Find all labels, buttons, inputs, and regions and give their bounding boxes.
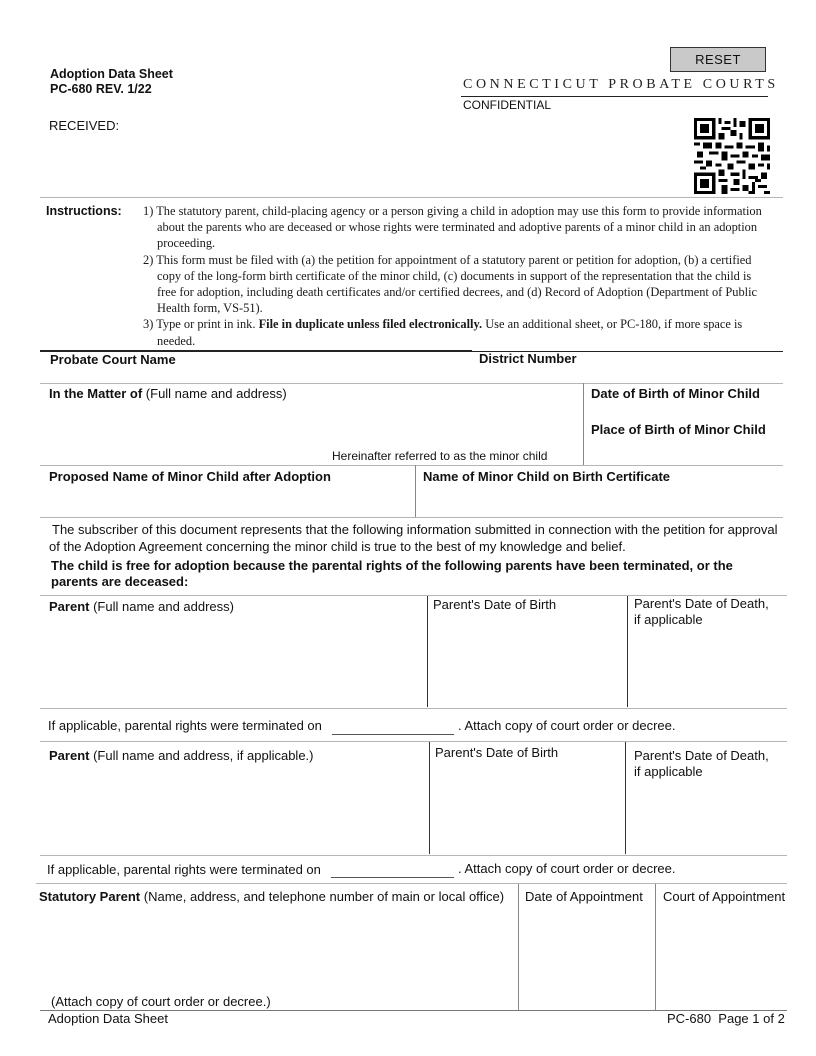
statutory-label-group bbox=[39, 889, 504, 904]
column-divider bbox=[583, 383, 584, 465]
instruction-item-3 bbox=[143, 316, 763, 348]
statutory-parent-label: Statutory Parent bbox=[39, 889, 141, 904]
instruction-item-2 bbox=[143, 252, 763, 317]
parent2-hint: (Full name and address, if applicable.) bbox=[93, 748, 314, 763]
row-divider bbox=[40, 708, 787, 709]
received-label: RECEIVED: bbox=[49, 118, 120, 133]
parent1-terminated-text: If applicable, parental rights were terminated on bbox=[48, 718, 322, 733]
parent1-hint: (Full name and address) bbox=[93, 599, 234, 614]
statutory-parent-field[interactable] bbox=[42, 908, 512, 990]
instruction-text: This form must be filed with (a) the petition for appointment of a statutory parent or petition for adoption, (b) a certified copy of the long-form birth certificate of the minor child, (c) documents in support of the representation that the child is free for adoption, including death certificates and/or certified decrees, and (d) Record of Adoption (Department of Public Health form, VS-51). bbox=[156, 252, 758, 316]
parent2-dod-sublabel: if applicable bbox=[634, 764, 703, 779]
in-the-matter-hint: (Full name and address) bbox=[145, 386, 287, 401]
parent1-label-group bbox=[49, 599, 234, 614]
in-the-matter-label-group bbox=[49, 386, 287, 401]
column-divider bbox=[625, 742, 626, 854]
row-divider bbox=[40, 517, 783, 518]
column-divider bbox=[427, 596, 428, 707]
statutory-attach-note: (Attach copy of court order or decree.) bbox=[51, 994, 271, 1009]
district-number-label: District Number bbox=[479, 351, 577, 366]
instruction-bold-text: File in duplicate unless filed electronically. bbox=[258, 317, 483, 332]
statutory-parent-hint: (Name, address, and telephone number of main or local office) bbox=[143, 889, 505, 904]
certificate-name-label: Name of Minor Child on Birth Certificate bbox=[423, 469, 671, 484]
row-divider bbox=[40, 465, 783, 466]
parent1-name-field[interactable] bbox=[45, 617, 420, 702]
court-of-appointment-label: Court of Appointment bbox=[663, 889, 786, 904]
row-divider bbox=[36, 883, 787, 884]
representation-statement: The subscriber of this document represents that the following information submitted in connection with the petition for approval of the Adoption Agreement concerning the minor child is true to the best of my knowledge and belief. bbox=[49, 522, 778, 554]
footer-form-title: Adoption Data Sheet bbox=[48, 1011, 168, 1026]
in-the-matter-label: In the Matter of bbox=[49, 386, 143, 401]
confidential-label: CONFIDENTIAL bbox=[463, 98, 552, 112]
in-the-matter-field[interactable] bbox=[45, 404, 575, 446]
qr-code-icon bbox=[694, 118, 770, 194]
column-divider bbox=[655, 884, 656, 1010]
instruction-num: 1) bbox=[143, 204, 154, 218]
instruction-num: 3) bbox=[143, 317, 154, 332]
certificate-name-field[interactable] bbox=[421, 486, 776, 512]
parent2-terminated-text: If applicable, parental rights were terminated on bbox=[47, 862, 321, 877]
reset-button[interactable]: RESET bbox=[670, 47, 766, 72]
proposed-name-field[interactable] bbox=[45, 486, 410, 512]
column-divider bbox=[518, 884, 519, 1010]
parent1-terminated-field[interactable] bbox=[332, 718, 454, 735]
parent2-terminated-field[interactable] bbox=[331, 861, 454, 878]
fill-line bbox=[332, 734, 454, 735]
pob-minor-label: Place of Birth of Minor Child bbox=[591, 422, 766, 437]
probate-court-name-field[interactable] bbox=[40, 368, 470, 384]
date-of-appointment-field[interactable] bbox=[524, 908, 651, 1006]
parent2-dod-field[interactable] bbox=[634, 782, 782, 850]
parent2-name-field[interactable] bbox=[45, 766, 423, 850]
court-of-appointment-field[interactable] bbox=[661, 908, 785, 1006]
header-divider bbox=[461, 96, 768, 97]
parent1-dob-field[interactable] bbox=[433, 615, 621, 703]
district-number-field[interactable] bbox=[476, 368, 776, 384]
parent2-attach-text: . Attach copy of court order or decree. bbox=[458, 861, 676, 876]
parent1-dod-field[interactable] bbox=[634, 630, 782, 702]
form-number: PC-680 REV. 1/22 bbox=[50, 82, 152, 96]
fill-line bbox=[331, 877, 454, 878]
parent1-dod-sublabel: if applicable bbox=[634, 612, 703, 627]
column-divider bbox=[429, 742, 430, 854]
parent2-label-group bbox=[49, 748, 313, 763]
instruction-num: 2) bbox=[143, 252, 154, 267]
parent1-attach-text: . Attach copy of court order or decree. bbox=[458, 718, 676, 733]
form-title: Adoption Data Sheet bbox=[50, 67, 173, 81]
parent2-dod-label: Parent's Date of Death, bbox=[634, 748, 769, 763]
parent2-dob-label: Parent's Date of Birth bbox=[435, 745, 559, 760]
instructions-label: Instructions: bbox=[46, 204, 122, 218]
parent1-label: Parent bbox=[49, 599, 90, 614]
court-name: CONNECTICUT PROBATE COURTS bbox=[463, 77, 779, 92]
parent2-dob-field[interactable] bbox=[435, 763, 619, 851]
header-bottom-rule bbox=[40, 197, 783, 198]
free-for-adoption-statement: The child is free for adoption because the parental rights of the following parents have been terminated, or the parents are deceased: bbox=[51, 558, 733, 589]
column-divider bbox=[627, 596, 628, 707]
hereinafter-label: Hereinafter referred to as the minor child bbox=[332, 449, 548, 463]
probate-court-name-label: Probate Court Name bbox=[50, 352, 176, 367]
proposed-name-label: Proposed Name of Minor Child after Adoption bbox=[49, 469, 331, 484]
dob-minor-label: Date of Birth of Minor Child bbox=[591, 386, 760, 401]
parent1-dob-label: Parent's Date of Birth bbox=[433, 597, 557, 612]
dob-minor-field[interactable] bbox=[591, 402, 776, 418]
footer-page-number: PC-680 Page 1 of 2 bbox=[667, 1011, 785, 1026]
instruction-text: The statutory parent, child-placing agency or a person giving a child in adoption may use this form to provide information about the parents who are deceased or whose rights were terminated and adoptive parents of a minor child in an adoption proceeding. bbox=[156, 204, 762, 251]
parent1-dod-label: Parent's Date of Death, bbox=[634, 596, 769, 611]
row-divider bbox=[40, 741, 787, 742]
parent2-label: Parent bbox=[49, 748, 90, 763]
date-of-appointment-label: Date of Appointment bbox=[525, 889, 643, 904]
instructions-list bbox=[143, 203, 763, 349]
instruction-item-1 bbox=[143, 203, 763, 252]
row-divider bbox=[40, 855, 787, 856]
instruction-text: Type or print in ink. bbox=[156, 317, 256, 332]
pob-minor-field[interactable] bbox=[591, 438, 776, 460]
instruction-text: Use an additional sheet, or PC-180, if more space is needed. bbox=[157, 317, 743, 348]
column-divider bbox=[415, 465, 416, 517]
row-divider bbox=[40, 383, 783, 384]
